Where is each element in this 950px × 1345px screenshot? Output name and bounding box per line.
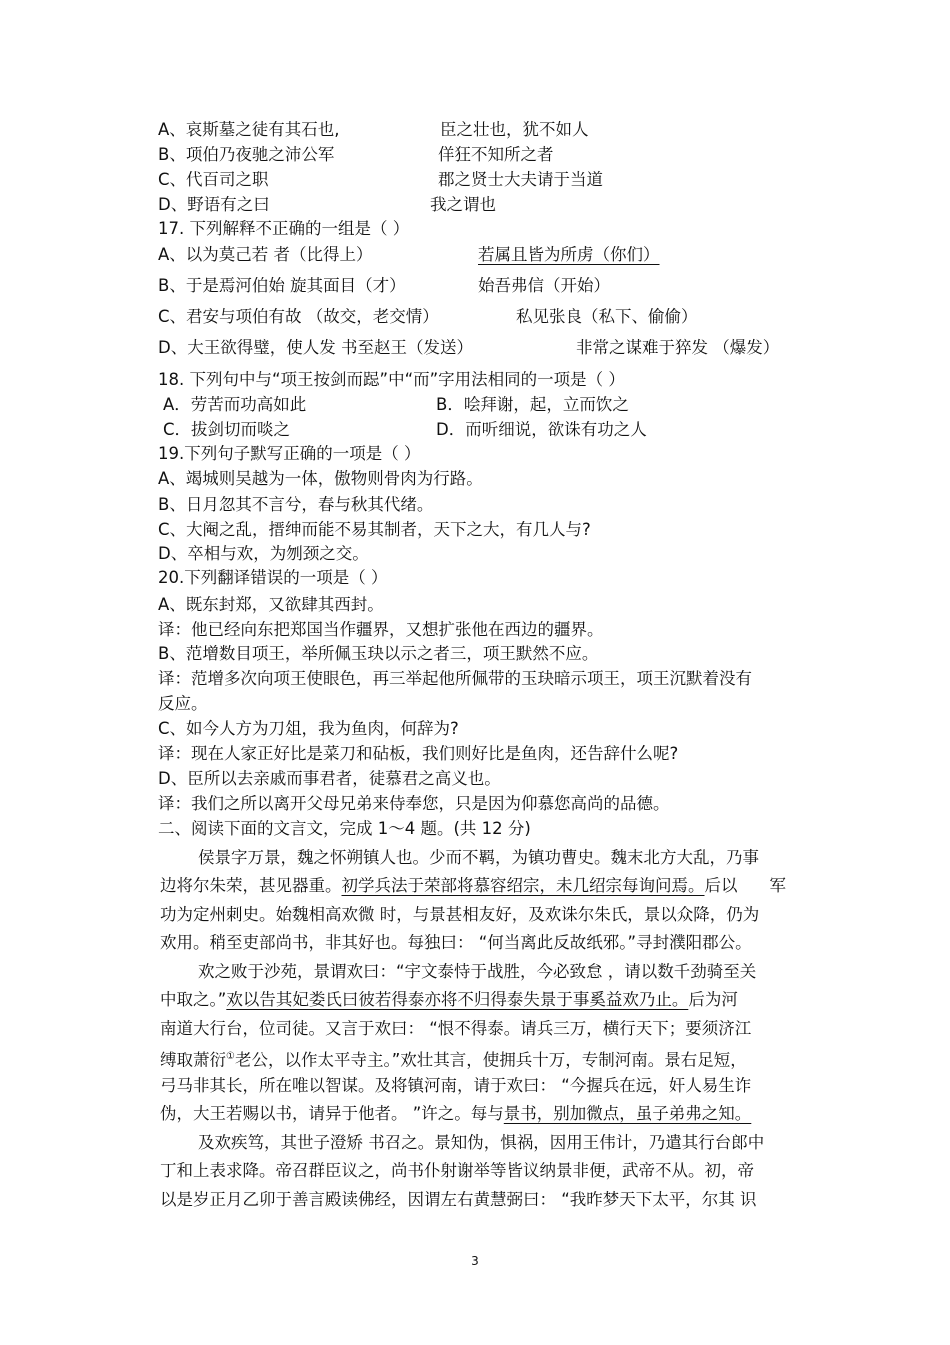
- passage-line: [160, 875, 786, 897]
- q17-stem: 17. 下列解释不正确的一组是（ ）: [158, 219, 410, 238]
- passage-text: 伪，大王若赐以书，请异于他者。 ”许之。每与: [160, 1104, 504, 1123]
- q20-line: B、范增数目项王，举所佩玉玦以示之者三，项王默然不应。: [158, 644, 599, 663]
- q20-line: C、如今人方为刀俎，我为鱼肉，何辞为?: [158, 719, 459, 738]
- section-2-title: 二、阅读下面的文言文，完成 1～4 题。(共 12 分): [158, 819, 531, 838]
- passage-line: [160, 989, 738, 1011]
- q20-line: A、既东封郑，又欲肆其西封。: [158, 595, 384, 614]
- passage-text: 缚取萧衍: [160, 1050, 226, 1070]
- passage-text: 后以: [704, 876, 738, 895]
- q16-option-a-left: A、哀斯墓之徒有其石也,: [158, 120, 340, 139]
- q17-option-a-right: 若属且皆为所虏（你们）: [478, 245, 660, 264]
- q20-line: 译：他已经向东把郑国当作疆界，又想扩张他在西边的疆界。: [158, 620, 604, 639]
- passage-line: 欢之败于沙苑，景谓欢曰：“宇文泰恃于战胜，今必致怠 ，请以数千劲骑至关: [198, 962, 757, 981]
- page-number: 3: [471, 1254, 479, 1268]
- q20-stem: 20.下列翻译错误的一项是（ ）: [158, 568, 388, 587]
- q17-option-c-left: C、君安与项伯有故 （故交，老交情）: [158, 307, 439, 326]
- passage-text: 军: [769, 876, 786, 895]
- passage-line: 丁和上表求降。帝召群臣议之，尚书仆射谢举等皆议纳景非便，武帝不从。初，帝: [160, 1161, 754, 1180]
- passage-line: 及欢疾笃，其世子澄矫 书召之。景知伪，惧祸，因用王伟计，乃遣其行台郎中: [198, 1133, 765, 1152]
- underlined-sentence: 初学兵法于荣部将慕容绍宗，未几绍宗每询问焉。: [341, 876, 705, 895]
- q17-option-d-left: D、大王欲得璧，使人发 书至赵王（发送）: [158, 338, 473, 357]
- q17-option-d-right: 非常之谋难于猝发 （爆发）: [576, 338, 780, 357]
- passage-text: 老公，以作太平寺主。”欢壮其言，使拥兵十万，专制河南。景右足短，: [234, 1050, 747, 1070]
- underlined-sentence: 欢以告其妃娄氏曰彼若得泰亦将不归得泰失景于事奚益欢乃止。: [226, 990, 689, 1009]
- passage-line: 南道大行台，位司徒。又言于欢曰： “恨不得泰。请兵三万，横行天下；要须济江: [160, 1019, 752, 1038]
- passage-line: 侯景字万景，魏之怀朔镇人也。少而不羁，为镇功曹史。魏末北方大乱，乃事: [198, 848, 759, 867]
- q18-option-b: B．哙拜谢，起，立而饮之: [436, 395, 629, 414]
- footnote-marker: ①: [226, 1051, 235, 1062]
- q18-stem: 18. 下列句中与“项王按剑而跽”中“而”字用法相同的一项是（ ）: [158, 370, 625, 389]
- passage-line: [160, 1046, 747, 1072]
- passage-line: 以是岁正月乙卯于善言殿读佛经，因谓左右黄慧弼曰： “我昨梦天下太平，尔其 识: [160, 1190, 757, 1209]
- q16-option-b-right: 佯狂不知所之者: [438, 145, 554, 164]
- q17-option-a-left: A、以为莫己若 者（比得上）: [158, 245, 373, 264]
- underlined-sentence: 景书，别加微点，虽子弟弗之知。: [503, 1104, 752, 1123]
- q16-option-c-right: 郡之贤士大夫请于当道: [438, 170, 603, 189]
- q16-option-c-left: C、代百司之职: [158, 170, 269, 189]
- q19-option-a: A、竭城则吴越为一体，傲物则骨肉为行路。: [158, 469, 483, 488]
- passage-line: [160, 1103, 751, 1125]
- q20-line: 译：范增多次向项王使眼色，再三举起他所佩带的玉玦暗示项王，项王沉默着没有: [158, 669, 752, 688]
- q20-line: 译：现在人家正好比是菜刀和砧板，我们则好比是鱼肉，还告辞什么呢?: [158, 744, 679, 763]
- q20-line: 反应。: [158, 694, 208, 713]
- q19-option-c: C、大阉之乱，搢绅而能不易其制者，天下之大，有几人与?: [158, 520, 591, 539]
- q17-option-b-left: B、于是焉河伯始 旋其面目（才）: [158, 276, 406, 295]
- q19-option-b: B、日月忽其不言兮，春与秋其代绪。: [158, 495, 434, 514]
- passage-text: 中取之。”: [160, 990, 227, 1009]
- q16-option-b-left: B、项伯乃夜驰之沛公军: [158, 145, 335, 164]
- q18-option-d: D．而听细说，欲诛有功之人: [436, 420, 647, 439]
- q16-option-d-right: 我之谓也: [430, 195, 496, 214]
- q19-stem: 19.下列句子默写正确的一项是（ ）: [158, 444, 421, 463]
- q16-option-d-left: D、野语有之曰: [158, 195, 270, 214]
- q16-option-a-right: 臣之壮也，犹不如人: [440, 120, 589, 139]
- q17-option-b-right: 始吾弗信（开始）: [478, 276, 610, 295]
- q19-option-d: D、卒相与欢，为刎颈之交。: [158, 544, 369, 563]
- q17-option-c-right: 私见张良（私下、偷偷）: [516, 307, 698, 326]
- passage-text: 边将尔朱荣，甚见器重。: [160, 876, 342, 895]
- q18-option-c: C．拔剑切而啖之: [163, 420, 291, 439]
- q20-line: 译：我们之所以离开父母兄弟来侍奉您，只是因为仰慕您高尚的品德。: [158, 794, 670, 813]
- q20-line: D、臣所以去亲戚而事君者，徒慕君之高义也。: [158, 769, 501, 788]
- passage-line: 弓马非其长，所在唯以智谋。及将镇河南，请于欢曰： “今握兵在远，奸人易生诈: [160, 1076, 752, 1095]
- passage-line: 欢用。稍至吏部尚书，非其好也。每独曰： “何当离此反故纸邪。”寻封濮阳郡公。: [160, 933, 752, 952]
- passage-line: 功为定州刺史。始魏相高欢微 时，与景甚相友好，及欢诛尔朱氏，景以众降，仍为: [160, 905, 760, 924]
- q18-option-a: A．劳苦而功高如此: [163, 395, 307, 414]
- passage-text: 后为河: [688, 990, 738, 1009]
